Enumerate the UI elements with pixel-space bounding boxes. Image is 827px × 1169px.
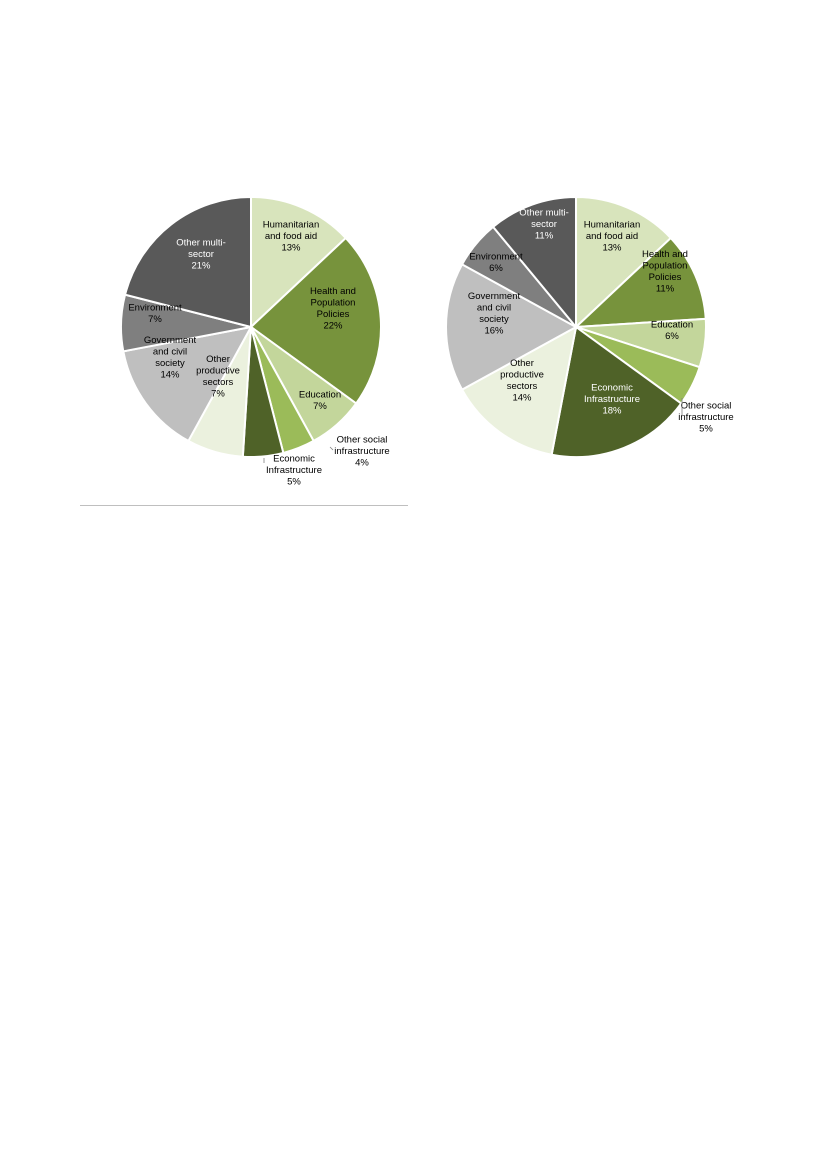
- slice-label-line: Economic: [591, 382, 633, 394]
- slice-percent: 5%: [287, 476, 301, 488]
- slice-percent: 13%: [602, 242, 622, 254]
- slice-percent: 11%: [655, 283, 675, 295]
- slice-label-line: Health and: [642, 248, 688, 260]
- slice-percent: 6%: [665, 330, 679, 342]
- slice-label-line: and civil: [152, 346, 188, 358]
- slice-percent: 7%: [211, 388, 225, 400]
- slice-label-line: Economic: [273, 453, 315, 465]
- slice-label-line: Other: [206, 353, 230, 365]
- slice-label-line: Humanitarian: [583, 219, 641, 231]
- slice-label-line: society: [479, 313, 509, 325]
- slice-label-line: Humanitarian: [262, 219, 320, 231]
- slice-label-line: Policies: [648, 271, 682, 283]
- slice-label-line: Other multi-: [176, 237, 226, 249]
- slice-label-line: Infrastructure: [266, 465, 322, 476]
- slice-label-line: Infrastructure: [584, 394, 640, 405]
- slice-label-line: Other social: [336, 434, 388, 446]
- slice-label-line: infrastructure: [334, 446, 390, 457]
- slice-label-line: Other: [510, 357, 534, 369]
- chart-divider-line: [80, 505, 408, 506]
- slice-label-line: infrastructure: [678, 412, 734, 423]
- slice-label-line: and civil: [476, 302, 512, 314]
- slice-label-line: society: [155, 357, 185, 369]
- slice-label-line: Education: [298, 389, 342, 401]
- slice-percent: 16%: [484, 325, 504, 337]
- slice-percent: 18%: [602, 405, 622, 417]
- slice-label-line: sector: [531, 219, 557, 230]
- slice-label-line: Government: [143, 334, 197, 346]
- slice-label-line: Health and: [310, 285, 356, 297]
- slice-label-line: Environment: [469, 251, 523, 263]
- slice-label-line: sector: [188, 249, 214, 260]
- slice-label-line: productive: [500, 369, 544, 381]
- slice-label-line: Other multi-: [519, 207, 569, 219]
- slice-percent: 5%: [699, 423, 713, 435]
- slice-percent: 11%: [534, 230, 554, 242]
- slice-label-line: Other social: [680, 400, 732, 412]
- slice-percent: 6%: [489, 262, 503, 274]
- slice-percent: 4%: [355, 457, 369, 469]
- slice-label-other-social-infrastructure: [678, 401, 733, 435]
- slice-percent: 22%: [323, 320, 343, 332]
- slice-percent: 7%: [148, 313, 162, 325]
- slice-label-line: sectors: [202, 376, 234, 388]
- slice-label-line: Policies: [316, 308, 350, 320]
- slice-label-line: and food aid: [264, 231, 318, 242]
- slice-percent: 13%: [281, 242, 301, 254]
- slice-label-line: productive: [196, 365, 240, 377]
- slice-label-line: Government: [467, 290, 521, 302]
- slice-percent: 21%: [191, 260, 211, 272]
- slice-label-line: and food aid: [585, 231, 639, 242]
- slice-percent: 14%: [512, 392, 532, 404]
- slice-label-line: Population: [642, 260, 688, 272]
- slice-label-line: Population: [310, 297, 356, 309]
- slice-percent: 7%: [313, 400, 327, 412]
- slice-percent: 14%: [160, 369, 180, 381]
- slice-label-line: Education: [650, 319, 694, 331]
- slice-label-line: sectors: [506, 380, 538, 392]
- slice-label-line: Environment: [128, 302, 182, 314]
